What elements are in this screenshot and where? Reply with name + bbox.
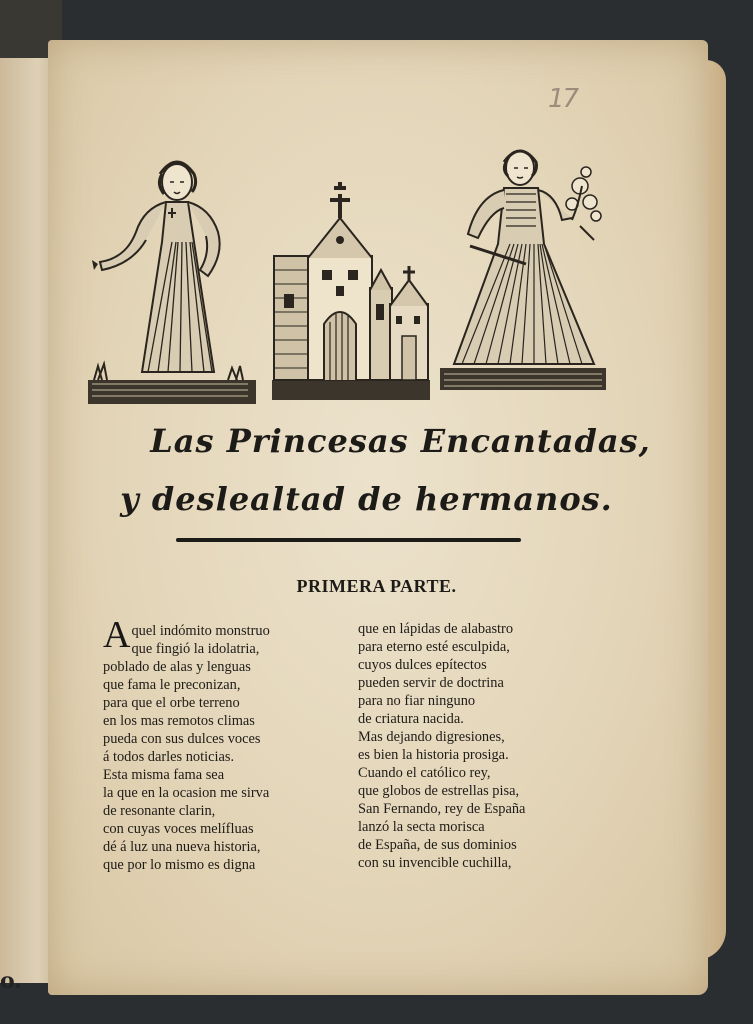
verse-line: pueden servir de doctrina	[358, 675, 504, 691]
woman-figure-left-illustration	[88, 152, 256, 408]
verse-line: en los mas remotos climas	[103, 713, 255, 729]
verse-line: que fingió la idolatria,	[131, 641, 260, 657]
verse-line: Mas dejando digresiones,	[358, 729, 505, 745]
verse-line: que globos de estrellas pisa,	[358, 783, 520, 799]
title-divider-rule	[176, 538, 521, 542]
verse-line: cuyos dulces epítectos	[358, 657, 487, 673]
left-page-fragment: o.	[0, 968, 22, 994]
verse-line: de criatura nacida.	[358, 711, 464, 727]
woman-with-flower-illustration	[440, 146, 610, 392]
verse-line: San Fernando, rey de España	[358, 801, 526, 817]
verse-line: que en lápidas de alabastro	[358, 621, 514, 637]
verse-line: con su invencible cuchilla,	[358, 855, 512, 871]
verse-line: Cuando el católico rey,	[358, 765, 491, 781]
page-number: 17	[548, 84, 578, 114]
title-line-2: y deslealtad de hermanos.	[120, 480, 613, 518]
section-heading: PRIMERA PARTE.	[296, 576, 457, 596]
verse-line: de España, de sus dominios	[358, 837, 517, 853]
verse-line: pueda con sus dulces voces	[103, 731, 261, 747]
title-line-1: Las Princesas Encantadas,	[150, 422, 651, 460]
verse-line: la que en la ocasion me sirva	[103, 785, 270, 801]
verse-line: dé á luz una nueva historia,	[103, 839, 261, 855]
church-building-illustration	[272, 180, 430, 402]
verse-line: para eterno esté esculpida,	[358, 639, 510, 655]
verse-line: poblado de alas y lenguas	[103, 659, 251, 675]
verse-line: que por lo mismo es digna	[103, 857, 256, 873]
verse-line: para no fiar ninguno	[358, 693, 476, 709]
poem-right-column	[358, 620, 598, 872]
verse-line: para que el orbe terreno	[103, 695, 240, 711]
drop-cap: A	[103, 614, 131, 656]
verse-line: Esta misma fama sea	[103, 767, 225, 783]
verse-line: con cuyas voces melífluas	[103, 821, 254, 837]
poem-left-column	[103, 614, 333, 874]
verse-line: es bien la historia prosiga.	[358, 747, 509, 763]
verse-line: á todos darles noticias.	[103, 749, 235, 765]
verse-line: lanzó la secta morisca	[358, 819, 485, 835]
verse-line: de resonante clarin,	[103, 803, 216, 819]
verse-line: que fama le preconizan,	[103, 677, 241, 693]
verse-line: quel indómito monstruo	[131, 623, 270, 639]
